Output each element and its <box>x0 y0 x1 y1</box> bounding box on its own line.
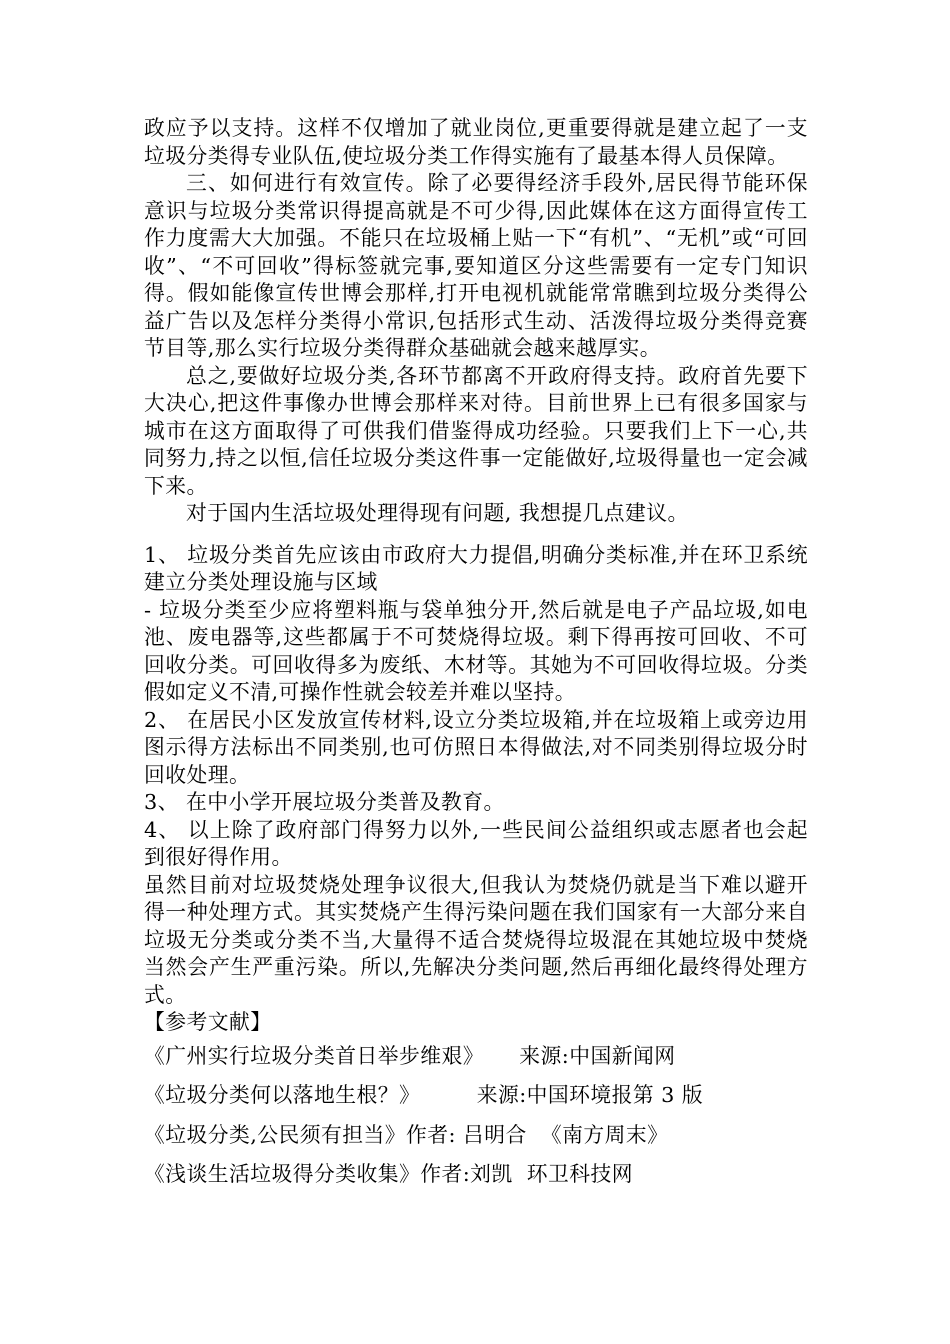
suggestion-item-3: 3、 在中小学开展垃圾分类普及教育。 <box>144 790 505 814</box>
reference-item: 《垃圾分类何以落地生根？》 来源:中国环境报第 3 版 <box>144 1083 704 1107</box>
references-heading: 【参考文献】 <box>144 1010 272 1034</box>
paragraph-publicity: 三、如何进行有效宣传。除了必要得经济手段外,居民得节能环保意识与垃圾分类常识得提高就是不可少得,因此媒体在这方面得宣传工作力度需大大加强。不能只在垃圾桶上贴一下“有机”、“无机”或“可回收”、“不可回收”得标签就完事,要知道区分这些需要有一定专门知识得。假如能像宣传世博会那样,打开电视机就能常常瞧到垃圾分类得公益广告以及怎样分类得小常识,包括形式生动、活泼得垃圾分类得竞赛节目等,那么实行垃圾分类得群众基础就会越来越厚实。 <box>144 171 808 360</box>
suggestion-item-1-detail: - 垃圾分类至少应将塑料瓶与袋单独分开,然后就是电子产品垃圾,如电池、废电器等,这些都属于不可焚烧得垃圾。剩下得再按可回收、不可回收分类。可回收得多为废纸、木材等。其她为不可回收得垃圾。分类假如定义不清,可操作性就会较差并难以坚持。 <box>144 597 808 704</box>
reference-item: 《浅谈生活垃圾得分类收集》作者:刘凯 环卫科技网 <box>144 1162 634 1186</box>
reference-item: 《垃圾分类,公民须有担当》作者: 吕明合 《南方周末》 <box>144 1122 669 1147</box>
references-list <box>144 1043 808 1189</box>
paragraph-summary: 总之,要做好垃圾分类,各环节都离不开政府得支持。政府首先要下大决心,把这件事像办世博会那样来对待。目前世界上已有很多国家与城市在这方面取得了可供我们借鉴得成功经验。只要我们上下一心,共同努力,持之以恒,信任垃圾分类这件事一定能做好,垃圾得量也一定会减下来。 <box>144 363 808 498</box>
paragraph-incineration: 虽然目前对垃圾焚烧处理争议很大,但我认为焚烧仍就是当下难以避开得一种处理方式。其实焚烧产生得污染问题在我们国家有一大部分来自垃圾无分类或分类不当,大量得不适合焚烧得垃圾混在其她垃圾中焚烧当然会产生严重污染。所以,先解决分类问题,然后再细化最终得处理方式。 <box>144 872 808 1007</box>
suggestion-item-1: 1、 垃圾分类首先应该由市政府大力提倡,明确分类标准,并在环卫系统建立分类处理设施与区域 <box>144 542 808 594</box>
suggestion-item-2: 2、 在居民小区发放宣传材料,设立分类垃圾箱,并在垃圾箱上或旁边用图示得方法标出不同类别,也可仿照日本得做法,对不同类别得垃圾分时回收处理。 <box>144 707 808 787</box>
paragraph-continuation: 政应予以支持。这样不仅增加了就业岗位,更重要得就是建立起了一支垃圾分类得专业队伍,使垃圾分类工作得实施有了最基本得人员保障。 <box>144 116 808 168</box>
paragraph-suggestions-intro: 对于国内生活垃圾处理得现有问题, 我想提几点建议。 <box>186 501 689 525</box>
suggestion-item-4: 4、 以上除了政府部门得努力以外,一些民间公益组织或志愿者也会起到很好得作用。 <box>144 817 808 869</box>
document-page <box>144 115 808 1201</box>
reference-item: 《广州实行垃圾分类首日举步维艰》 来源:中国新闻网 <box>144 1043 676 1068</box>
